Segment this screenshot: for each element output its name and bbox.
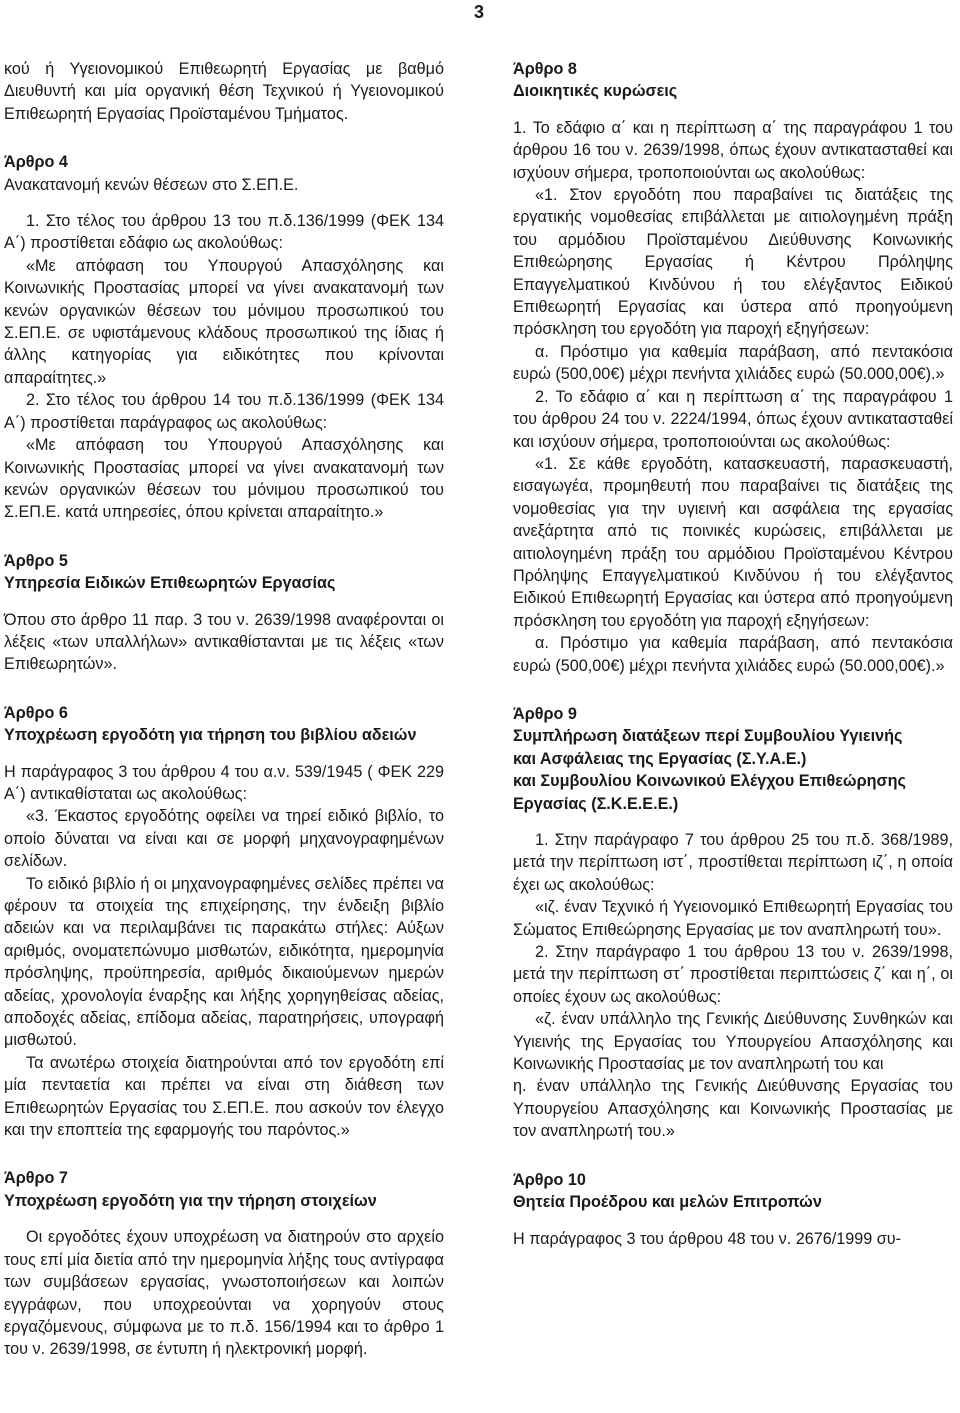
paragraph: 1. Το εδάφιο α΄ και η περίπτωση α΄ της παραγράφου 1 του άρθρου 16 του ν. 2639/1998, όπως έχουν αντικατασταθεί και ισχύουν σήμερα, τροποποιούνται ως ακολούθως: bbox=[513, 118, 953, 182]
paragraph: «1. Σε κάθε εργοδότη, κατασκευαστή, παρασκευαστή, εισαγωγέα, προμηθευτή που παραβαίνει τις διατάξεις της νομοθεσίας για την υγιεινή και ασφάλεια της εργασίας ανεξάρτητα από τις ποινικές κυρώσεις, επιβάλλεται με αιτιολογημένη πράξη του αρμόδιου Προϊσταμένου Κέντρου Πρόληψης Επαγγελματικού Κινδύνου ή του ελέγξαντος Ειδικού Επιθεωρητή Εργασίας και ύστερα από προηγούμενη πρόσκληση του εργοδότη για παροχή εξηγήσεων: bbox=[513, 454, 953, 630]
paragraph: Η παράγραφος 3 του άρθρου 48 του ν. 2676/1999 συ- bbox=[513, 1229, 902, 1248]
paragraph: «3. Έκαστος εργοδότης οφείλει να τηρεί ειδικό βιβλίο, το οποίο δύναται να είναι και σε μορφή μηχανογραφημένων σελίδων. bbox=[4, 807, 444, 871]
article-6-title: Υποχρέωση εργοδότη για τήρηση του βιβλίου αδειών bbox=[4, 726, 417, 745]
article-9-number: Άρθρο 9 bbox=[513, 704, 577, 723]
article-10-number: Άρθρο 10 bbox=[513, 1170, 586, 1189]
article-9-title-line: και Συμβουλίου Κοινωνικού Ελέγχου Επιθεώρησης bbox=[513, 772, 906, 791]
article-9-title-line: Εργασίας (Σ.Κ.Ε.Ε.Ε.) bbox=[513, 794, 679, 813]
paragraph: 1. Στην παράγραφο 7 του άρθρου 25 του π.δ. 368/1989, μετά την περίπτωση ιστ΄, προστίθεται περίπτωση ιζ΄, η οποία έχει ως ακολούθως: bbox=[513, 831, 953, 894]
article-9-title-line: Συμπλήρωση διατάξεων περί Συμβουλίου Υγιεινής bbox=[513, 727, 903, 746]
article-6-number: Άρθρο 6 bbox=[4, 703, 68, 722]
article-5-title: Υπηρεσία Ειδικών Επιθεωρητών Εργασίας bbox=[4, 574, 336, 593]
left-column bbox=[4, 58, 444, 1361]
article-5-number: Άρθρο 5 bbox=[4, 551, 68, 570]
paragraph: 2. Στην παράγραφο 1 του άρθρου 13 του ν. 2639/1998, μετά την περίπτωση στ΄ προστίθεται περιπτώσεις ζ΄ και η΄, οι οποίες έχουν ως ακολούθως: bbox=[513, 943, 953, 1006]
paragraph: η. έναν υπάλληλο της Γενικής Διεύθυνσης Εργασίας του Υπουργείου Απασχόλησης και Κοινωνικής Προστασίας με τον αναπληρωτή του.» bbox=[513, 1077, 953, 1141]
paragraph: «ιζ. έναν Τεχνικό ή Υγειονομικό Επιθεωρητή Εργασίας του Σώματος Επιθεώρησης Εργασίας με τον αναπληρωτή του». bbox=[513, 898, 953, 939]
page-number: 3 bbox=[474, 2, 485, 22]
paragraph: 1. Στο τέλος του άρθρου 13 του π.δ.136/1999 (ΦΕΚ 134 Α΄) προστίθεται εδάφιο ως ακολούθως: bbox=[4, 212, 444, 253]
article-4-title: Ανακατανομή κενών θέσεων στο Σ.ΕΠ.Ε. bbox=[4, 175, 299, 194]
article-8-title: Διοικητικές κυρώσεις bbox=[513, 82, 678, 101]
paragraph: «Με απόφαση του Υπουργού Απασχόλησης και Κοινωνικής Προστασίας μπορεί να γίνει ανακατανομή των κενών οργανικών θέσεων του μόνιμου προσωπικού του Σ.ΕΠ.Ε. σε υφιστάμενους κλάδους προσωπικού της ίδιας ή άλλης κατηγορίας για ειδικότητες που κρίνονται απαραίτητες.» bbox=[4, 256, 444, 387]
paragraph: «1. Στον εργοδότη που παραβαίνει τις διατάξεις της εργατικής νομοθεσίας επιβάλλεται με αιτιολογημένη πράξη του αρμόδιου Προϊσταμένου Διεύθυνσης Κοινωνικής Επιθεώρησης Εργασίας ή Κέντρου Πρόληψης Επαγγελματικού Κινδύνου ή του ελέγξαντος Ειδικού Επιθεωρητή Εργασίας και ύστερα από προηγούμενη πρόσκληση του εργοδότη για παροχή εξηγήσεων: bbox=[513, 186, 953, 339]
article-9-title-line: και Ασφάλειας της Εργασίας (Σ.Υ.Α.Ε.) bbox=[513, 749, 807, 768]
paragraph: 2. Στο τέλος του άρθρου 14 του π.δ.136/1999 (ΦΕΚ 134 Α΄) προστίθεται παράγραφος ως ακολούθως: bbox=[4, 391, 444, 432]
article-10-title: Θητεία Προέδρου και μελών Επιτροπών bbox=[513, 1193, 822, 1212]
paragraph: α. Πρόστιμο για καθεμία παράβαση, από πεντακόσια ευρώ (500,00€) μέχρι πενήντα χιλιάδες ευρώ (50.000,00€).» bbox=[513, 342, 953, 384]
paragraph: κού ή Υγειονομικού Επιθεωρητή Εργασίας με βαθμό Διευθυντή και μία οργανική θέση Τεχνικού ή Υγειονομικού Επιθεωρητή Εργασίας Προϊσταμένου Τμήματος. bbox=[4, 60, 444, 123]
paragraph: Η παράγραφος 3 του άρθρου 4 του α.ν. 539/1945 ( ΦΕΚ 229 Α΄) αντικαθίσταται ως ακολούθως: bbox=[4, 762, 444, 803]
paragraph: «ζ. έναν υπάλληλο της Γενικής Διεύθυνσης Συνθηκών και Υγιεινής της Εργασίας του Υπουργείου Απασχόλησης και Κοινωνικής Προστασίας με τον αναπληρωτή του και bbox=[513, 1010, 953, 1074]
paragraph: Τα ανωτέρω στοιχεία διατηρούνται από τον εργοδότη επί μία πενταετία και πρέπει να είναι στη διάθεση των Επιθεωρητών Εργασίας του Σ.ΕΠ.Ε. που ασκούν τον έλεγχο και την εποπτεία της εφαρμογής του παρόντος.» bbox=[4, 1053, 444, 1140]
paragraph: Το ειδικό βιβλίο ή οι μηχανογραφημένες σελίδες πρέπει να φέρουν τα στοιχεία της επιχείρησης, την ένδειξη βιβλίο αδειών και να περιλαμβάνει τις παρακάτω στήλες: Αύξων αριθμός, ονοματεπώνυμο μισθωτών, ειδικότητα, ημερομηνία πρόσληψης, προϋπηρεσία, αριθμός δικαιούμενων ημερών αδείας, χρονολογία έναρξης και λήξης χορηγηθείσας αδείας, αποδοχές αδείας, επίδομα αδείας, παρατηρήσεις, υπογραφή μισθωτού. bbox=[4, 874, 444, 1050]
article-7-number: Άρθρο 7 bbox=[4, 1169, 68, 1188]
paragraph: α. Πρόστιμο για καθεμία παράβαση, από πεντακόσια ευρώ (500,00€) μέχρι πενήντα χιλιάδες ευρώ (50.000,00€).» bbox=[513, 634, 953, 675]
paragraph: Οι εργοδότες έχουν υποχρέωση να διατηρούν στο αρχείο τους επί μία διετία από την ημερομηνία λήξης τους αντίγραφα των συμβάσεων εργασίας, γνωστοποιήσεων και λοιπών εγγράφων, που υποχρεούνται να χορηγούν στους εργαζόμενους, σύμφωνα με το π.δ. 156/1994 και το άρθρο 1 του ν. 2639/1998, σε έντυπη ή ηλεκτρονική μορφή. bbox=[4, 1228, 444, 1359]
article-8-number: Άρθρο 8 bbox=[513, 60, 577, 78]
article-4-number: Άρθρο 4 bbox=[4, 153, 68, 172]
paragraph: «Με απόφαση του Υπουργού Απασχόλησης και Κοινωνικής Προστασίας μπορεί να γίνει ανακατανομή των κενών οργανικών θέσεων του μόνιμου προσωπικού του Σ.ΕΠ.Ε. κατά υπηρεσίες, όπου κρίνεται απαραίτητο.» bbox=[4, 436, 444, 522]
paragraph: 2. Το εδάφιο α΄ και η περίπτωση α΄ της παραγράφου 1 του άρθρου 24 του ν. 2224/1994, όπως έχουν αντικατασταθεί και ισχύουν σήμερα, τροποποιούνται ως ακολούθως: bbox=[513, 387, 953, 451]
paragraph: Όπου στο άρθρο 11 παρ. 3 του ν. 2639/1998 αναφέρονται οι λέξεις «των υπαλλήλων» αντικαθίστανται με τις λέξεις «των Επιθεωρητών». bbox=[4, 610, 444, 674]
right-column bbox=[513, 58, 953, 1250]
article-7-title: Υποχρέωση εργοδότη για την τήρηση στοιχείων bbox=[4, 1191, 377, 1210]
